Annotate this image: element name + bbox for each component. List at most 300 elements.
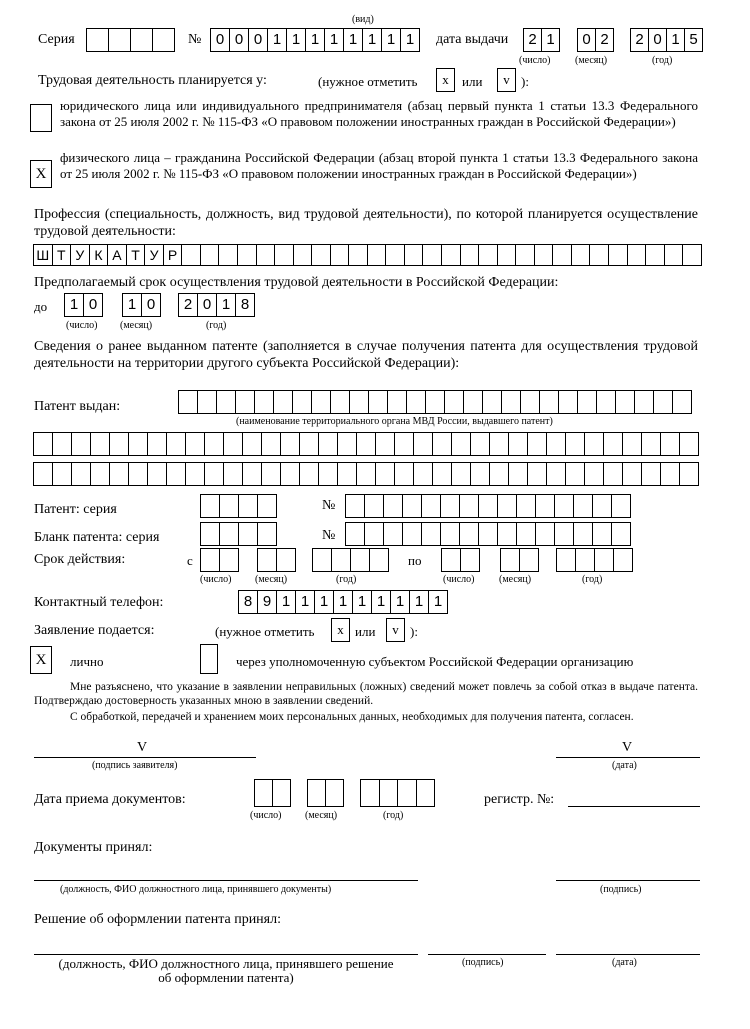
char-cell[interactable]: [622, 462, 642, 486]
char-cell[interactable]: 0: [577, 28, 596, 52]
char-cell[interactable]: [345, 494, 365, 518]
char-cell[interactable]: [554, 494, 574, 518]
char-cell[interactable]: [257, 522, 277, 546]
char-cell[interactable]: 0: [229, 28, 249, 52]
char-cell[interactable]: [608, 244, 628, 266]
char-cell[interactable]: У: [70, 244, 90, 266]
char-cell[interactable]: [185, 432, 205, 456]
char-cell[interactable]: 1: [267, 28, 287, 52]
char-cell[interactable]: [497, 522, 517, 546]
char-cell[interactable]: 0: [648, 28, 667, 52]
char-cell[interactable]: [394, 462, 414, 486]
option2-text: физического лица – гражданина Российской Федерации (абзац второй пункта 1 статьи 13.3 Федерального закона от 25 июля 2002 г. № 115-ФЗ «О правовом положении иностранных граждан в Российской Федерации»): [60, 150, 698, 181]
char-cell[interactable]: [554, 522, 574, 546]
char-cell[interactable]: 0: [248, 28, 268, 52]
char-cell[interactable]: [33, 432, 53, 456]
char-cell[interactable]: [516, 522, 536, 546]
validity-to-month-caption: (месяц): [499, 574, 532, 585]
term-title: Предполагаемый срок осуществления трудовой деятельности в Российской Федерации:: [34, 275, 559, 290]
char-cell[interactable]: [200, 244, 220, 266]
char-cell[interactable]: [257, 548, 277, 572]
char-cell[interactable]: А: [107, 244, 127, 266]
char-cell[interactable]: [128, 432, 148, 456]
char-cell[interactable]: [577, 390, 597, 414]
char-cell[interactable]: 1: [428, 590, 448, 614]
validity-to-label: по: [408, 553, 422, 568]
char-cell[interactable]: 2: [630, 28, 649, 52]
validity-from-year-cells[interactable]: [312, 548, 388, 572]
char-cell[interactable]: [460, 548, 480, 572]
blank-series-cells[interactable]: [200, 522, 276, 546]
char-cell[interactable]: [534, 244, 554, 266]
char-cell[interactable]: [299, 432, 319, 456]
char-cell[interactable]: [254, 779, 273, 807]
char-cell[interactable]: [364, 522, 384, 546]
char-cell[interactable]: [369, 548, 389, 572]
char-cell[interactable]: [280, 462, 300, 486]
char-cell[interactable]: [527, 462, 547, 486]
char-cell[interactable]: [546, 432, 566, 456]
char-cell[interactable]: [516, 494, 536, 518]
char-cell[interactable]: [375, 432, 395, 456]
char-cell[interactable]: [292, 390, 312, 414]
char-cell[interactable]: 1: [122, 293, 142, 317]
char-cell[interactable]: [337, 432, 357, 456]
accepted-sign-line[interactable]: [556, 880, 700, 881]
char-cell[interactable]: [261, 462, 281, 486]
char-cell[interactable]: [660, 462, 680, 486]
decision-line[interactable]: [34, 954, 418, 955]
char-cell[interactable]: [603, 462, 623, 486]
applicant-signature-mark: V: [137, 740, 148, 755]
char-cell[interactable]: [460, 244, 480, 266]
char-cell[interactable]: [147, 462, 167, 486]
char-cell[interactable]: [501, 390, 521, 414]
char-cell[interactable]: [330, 390, 350, 414]
char-cell[interactable]: [383, 522, 403, 546]
char-cell[interactable]: [368, 390, 388, 414]
char-cell[interactable]: [478, 494, 498, 518]
char-cell[interactable]: [387, 390, 407, 414]
char-cell[interactable]: [379, 779, 399, 807]
char-cell[interactable]: 1: [381, 28, 401, 52]
char-cell[interactable]: [508, 462, 528, 486]
activity-mark-v: v: [497, 68, 516, 92]
issue-month-caption: (месяц): [575, 55, 608, 66]
char-cell[interactable]: [406, 390, 426, 414]
char-cell[interactable]: 1: [390, 590, 410, 614]
char-cell[interactable]: [478, 522, 498, 546]
char-cell[interactable]: [261, 432, 281, 456]
char-cell[interactable]: [311, 244, 331, 266]
char-cell[interactable]: [216, 390, 236, 414]
char-cell[interactable]: [204, 462, 224, 486]
char-cell[interactable]: [394, 432, 414, 456]
char-cell[interactable]: [497, 494, 517, 518]
char-cell[interactable]: [613, 548, 633, 572]
validity-from-month-caption: (месяц): [255, 574, 288, 585]
char-cell[interactable]: [52, 462, 72, 486]
char-cell[interactable]: [552, 244, 572, 266]
char-cell[interactable]: 1: [362, 28, 382, 52]
patent-series-cells[interactable]: [200, 494, 276, 518]
personal-checkbox[interactable]: Х: [30, 646, 52, 674]
char-cell[interactable]: [276, 548, 296, 572]
term-day-caption: (число): [66, 320, 98, 331]
char-cell[interactable]: [318, 432, 338, 456]
decision-sign-line[interactable]: [428, 954, 546, 955]
option2-checkbox[interactable]: Х: [30, 160, 52, 188]
char-cell[interactable]: [653, 390, 673, 414]
issue-year-cells[interactable]: [630, 28, 702, 52]
char-cell[interactable]: 0: [210, 28, 230, 52]
org-checkbox[interactable]: [200, 644, 218, 674]
char-cell[interactable]: Р: [163, 244, 183, 266]
char-cell[interactable]: 1: [64, 293, 84, 317]
char-cell[interactable]: [489, 462, 509, 486]
char-cell[interactable]: [86, 28, 109, 52]
char-cell[interactable]: [520, 390, 540, 414]
activity-title: Трудовая деятельность планируется у:: [38, 73, 267, 88]
char-cell[interactable]: [413, 462, 433, 486]
char-cell[interactable]: [348, 244, 368, 266]
accept-day-cells[interactable]: [254, 779, 290, 807]
char-cell[interactable]: [556, 548, 576, 572]
patent-issued-cells-row1[interactable]: [178, 390, 691, 414]
char-cell[interactable]: [360, 779, 380, 807]
char-cell[interactable]: [459, 522, 479, 546]
submission-or: или: [355, 624, 376, 639]
char-cell[interactable]: [219, 494, 239, 518]
char-cell[interactable]: 5: [684, 28, 703, 52]
char-cell[interactable]: [565, 462, 585, 486]
reg-number-label: регистр. №:: [484, 792, 555, 807]
char-cell[interactable]: [273, 390, 293, 414]
char-cell[interactable]: [293, 244, 313, 266]
char-cell[interactable]: [152, 28, 175, 52]
char-cell[interactable]: [402, 494, 422, 518]
char-cell[interactable]: [109, 432, 129, 456]
char-cell[interactable]: [185, 462, 205, 486]
validity-from-month-cells[interactable]: [257, 548, 295, 572]
char-cell[interactable]: [535, 494, 555, 518]
char-cell[interactable]: [470, 462, 490, 486]
char-cell[interactable]: [615, 390, 635, 414]
char-cell[interactable]: 1: [295, 590, 315, 614]
char-cell[interactable]: 8: [235, 293, 255, 317]
validity-from-day-cells[interactable]: [200, 548, 238, 572]
char-cell[interactable]: [90, 432, 110, 456]
char-cell[interactable]: [90, 462, 110, 486]
char-cell[interactable]: [219, 522, 239, 546]
char-cell[interactable]: Т: [126, 244, 146, 266]
char-cell[interactable]: [204, 432, 224, 456]
char-cell[interactable]: [441, 548, 461, 572]
char-cell[interactable]: [463, 390, 483, 414]
char-cell[interactable]: [679, 462, 699, 486]
date-signature-line[interactable]: [556, 757, 700, 758]
phone-cells[interactable]: [238, 590, 447, 614]
char-cell[interactable]: [459, 494, 479, 518]
char-cell[interactable]: [489, 432, 509, 456]
char-cell[interactable]: [166, 462, 186, 486]
char-cell[interactable]: 0: [83, 293, 103, 317]
char-cell[interactable]: 1: [216, 293, 236, 317]
char-cell[interactable]: [200, 548, 220, 572]
char-cell[interactable]: [660, 432, 680, 456]
char-cell[interactable]: [679, 432, 699, 456]
char-cell[interactable]: [451, 462, 471, 486]
char-cell[interactable]: [611, 522, 631, 546]
profession-title: Профессия (специальность, должность, вид трудовой деятельности), по которой планируется осуществление трудовой деятельности:: [34, 207, 698, 239]
char-cell[interactable]: [440, 494, 460, 518]
char-cell[interactable]: [641, 432, 661, 456]
char-cell[interactable]: [425, 390, 445, 414]
char-cell[interactable]: [634, 390, 654, 414]
char-cell[interactable]: У: [144, 244, 164, 266]
submission-label: Заявление подается:: [34, 623, 155, 638]
char-cell[interactable]: [349, 390, 369, 414]
char-cell[interactable]: К: [89, 244, 109, 266]
term-year-cells[interactable]: [178, 293, 254, 317]
char-cell[interactable]: [497, 244, 517, 266]
char-cell[interactable]: [482, 390, 502, 414]
char-cell[interactable]: [611, 494, 631, 518]
char-cell[interactable]: [71, 432, 91, 456]
char-cell[interactable]: 2: [523, 28, 542, 52]
char-cell[interactable]: [641, 462, 661, 486]
char-cell[interactable]: [539, 390, 559, 414]
char-cell[interactable]: [375, 462, 395, 486]
char-cell[interactable]: [589, 244, 609, 266]
char-cell[interactable]: [546, 462, 566, 486]
char-cell[interactable]: [325, 779, 344, 807]
personal-label: лично: [70, 654, 104, 669]
accept-month-cells[interactable]: [307, 779, 343, 807]
char-cell[interactable]: [242, 432, 262, 456]
char-cell[interactable]: 1: [324, 28, 344, 52]
char-cell[interactable]: [627, 244, 647, 266]
char-cell[interactable]: [356, 462, 376, 486]
char-cell[interactable]: [337, 462, 357, 486]
char-cell[interactable]: 1: [400, 28, 420, 52]
char-cell[interactable]: [558, 390, 578, 414]
char-cell[interactable]: [238, 494, 258, 518]
char-cell[interactable]: [345, 522, 365, 546]
char-cell[interactable]: 1: [541, 28, 560, 52]
validity-to-day-cells[interactable]: [441, 548, 479, 572]
char-cell[interactable]: [257, 494, 277, 518]
decision-date-line[interactable]: [556, 954, 700, 955]
patent-number-cells[interactable]: [345, 494, 630, 518]
char-cell[interactable]: [478, 244, 498, 266]
char-cell[interactable]: [383, 494, 403, 518]
patent-issued-cells-row3[interactable]: [33, 462, 698, 486]
char-cell[interactable]: [280, 432, 300, 456]
char-cell[interactable]: [592, 494, 612, 518]
patent-issued-cells-row2[interactable]: [33, 432, 698, 456]
char-cell[interactable]: [272, 779, 291, 807]
char-cell[interactable]: [575, 548, 595, 572]
char-cell[interactable]: [571, 244, 591, 266]
char-cell[interactable]: [622, 432, 642, 456]
char-cell[interactable]: [573, 494, 593, 518]
char-cell[interactable]: 2: [178, 293, 198, 317]
char-cell[interactable]: [237, 244, 257, 266]
char-cell[interactable]: [254, 390, 274, 414]
char-cell[interactable]: Ш: [33, 244, 53, 266]
char-cell[interactable]: [178, 390, 198, 414]
char-cell[interactable]: [432, 432, 452, 456]
char-cell[interactable]: [299, 462, 319, 486]
char-cell[interactable]: 1: [666, 28, 685, 52]
submission-mark-v: v: [386, 618, 405, 642]
char-cell[interactable]: [200, 494, 220, 518]
char-cell[interactable]: [603, 432, 623, 456]
char-cell[interactable]: [330, 244, 350, 266]
char-cell[interactable]: [413, 432, 433, 456]
accepted-by-caption: (должность, ФИО должностного лица, принявшего документы): [60, 884, 332, 895]
char-cell[interactable]: [451, 432, 471, 456]
char-cell[interactable]: [440, 522, 460, 546]
char-cell[interactable]: 1: [352, 590, 372, 614]
char-cell[interactable]: [318, 462, 338, 486]
char-cell[interactable]: 2: [595, 28, 614, 52]
activity-note-suffix: ):: [521, 74, 529, 89]
char-cell[interactable]: [331, 548, 351, 572]
char-cell[interactable]: [223, 462, 243, 486]
char-cell[interactable]: [356, 432, 376, 456]
char-cell[interactable]: 1: [276, 590, 296, 614]
term-month-cells[interactable]: [122, 293, 160, 317]
char-cell[interactable]: [421, 522, 441, 546]
char-cell[interactable]: [256, 244, 276, 266]
activity-note-prefix: (нужное отметить: [318, 74, 418, 89]
char-cell[interactable]: [645, 244, 665, 266]
char-cell[interactable]: [52, 432, 72, 456]
issue-date-label: дата выдачи: [436, 32, 509, 47]
char-cell[interactable]: [307, 779, 326, 807]
char-cell[interactable]: [33, 462, 53, 486]
issue-month-cells[interactable]: [577, 28, 613, 52]
char-cell[interactable]: [672, 390, 692, 414]
validity-to-month-cells[interactable]: [500, 548, 538, 572]
char-cell[interactable]: [108, 28, 131, 52]
char-cell[interactable]: 9: [257, 590, 277, 614]
char-cell[interactable]: [441, 244, 461, 266]
char-cell[interactable]: [422, 244, 442, 266]
char-cell[interactable]: [508, 432, 528, 456]
char-cell[interactable]: 1: [286, 28, 306, 52]
patent-issued-caption: (наименование территориального органа МВД России, выдавшего патент): [236, 416, 553, 427]
char-cell[interactable]: [311, 390, 331, 414]
series-cells[interactable]: [86, 28, 174, 52]
blank-number-cells[interactable]: [345, 522, 630, 546]
char-cell[interactable]: 1: [371, 590, 391, 614]
reg-number-line[interactable]: [568, 806, 700, 807]
char-cell[interactable]: 1: [333, 590, 353, 614]
number-cells[interactable]: [210, 28, 419, 52]
char-cell[interactable]: 8: [238, 590, 258, 614]
char-cell[interactable]: 1: [409, 590, 429, 614]
accepted-by-line[interactable]: [34, 880, 418, 881]
char-cell[interactable]: [218, 244, 238, 266]
char-cell[interactable]: 1: [314, 590, 334, 614]
char-cell[interactable]: [527, 432, 547, 456]
char-cell[interactable]: [682, 244, 702, 266]
char-cell[interactable]: [592, 522, 612, 546]
char-cell[interactable]: [312, 548, 332, 572]
char-cell[interactable]: [397, 779, 417, 807]
accept-year-cells[interactable]: [360, 779, 434, 807]
char-cell[interactable]: [565, 432, 585, 456]
char-cell[interactable]: [519, 548, 539, 572]
char-cell[interactable]: [500, 548, 520, 572]
char-cell[interactable]: [242, 462, 262, 486]
char-cell[interactable]: [197, 390, 217, 414]
char-cell[interactable]: [444, 390, 464, 414]
validity-from-label: с: [187, 553, 193, 568]
char-cell[interactable]: [181, 244, 201, 266]
char-cell[interactable]: [147, 432, 167, 456]
char-cell[interactable]: [432, 462, 452, 486]
char-cell[interactable]: [130, 28, 153, 52]
char-cell[interactable]: [109, 462, 129, 486]
char-cell[interactable]: 1: [305, 28, 325, 52]
char-cell[interactable]: [219, 548, 239, 572]
char-cell[interactable]: [664, 244, 684, 266]
validity-to-year-cells[interactable]: [556, 548, 632, 572]
char-cell[interactable]: [223, 432, 243, 456]
blank-number-label: №: [322, 528, 336, 543]
char-cell[interactable]: [584, 462, 604, 486]
char-cell[interactable]: 0: [141, 293, 161, 317]
char-cell[interactable]: [596, 390, 616, 414]
char-cell[interactable]: 1: [343, 28, 363, 52]
option1-checkbox[interactable]: [30, 104, 52, 132]
char-cell[interactable]: [416, 779, 436, 807]
char-cell[interactable]: 0: [197, 293, 217, 317]
char-cell[interactable]: [200, 522, 220, 546]
applicant-signature-line[interactable]: [34, 757, 256, 758]
char-cell[interactable]: [367, 244, 387, 266]
issue-day-cells[interactable]: [523, 28, 559, 52]
profession-cells[interactable]: [33, 244, 701, 266]
char-cell[interactable]: [404, 244, 424, 266]
char-cell[interactable]: [594, 548, 614, 572]
char-cell[interactable]: [402, 522, 422, 546]
char-cell[interactable]: [515, 244, 535, 266]
char-cell[interactable]: [166, 432, 186, 456]
char-cell[interactable]: [274, 244, 294, 266]
char-cell[interactable]: Т: [52, 244, 72, 266]
char-cell[interactable]: [238, 522, 258, 546]
char-cell[interactable]: [584, 432, 604, 456]
char-cell[interactable]: [364, 494, 384, 518]
char-cell[interactable]: [350, 548, 370, 572]
char-cell[interactable]: [421, 494, 441, 518]
date-signature-caption: (дата): [612, 760, 637, 771]
char-cell[interactable]: [235, 390, 255, 414]
char-cell[interactable]: [128, 462, 148, 486]
term-day-cells[interactable]: [64, 293, 102, 317]
char-cell[interactable]: [385, 244, 405, 266]
char-cell[interactable]: [573, 522, 593, 546]
char-cell[interactable]: [470, 432, 490, 456]
char-cell[interactable]: [535, 522, 555, 546]
submission-mark-x: x: [331, 618, 350, 642]
char-cell[interactable]: [71, 462, 91, 486]
